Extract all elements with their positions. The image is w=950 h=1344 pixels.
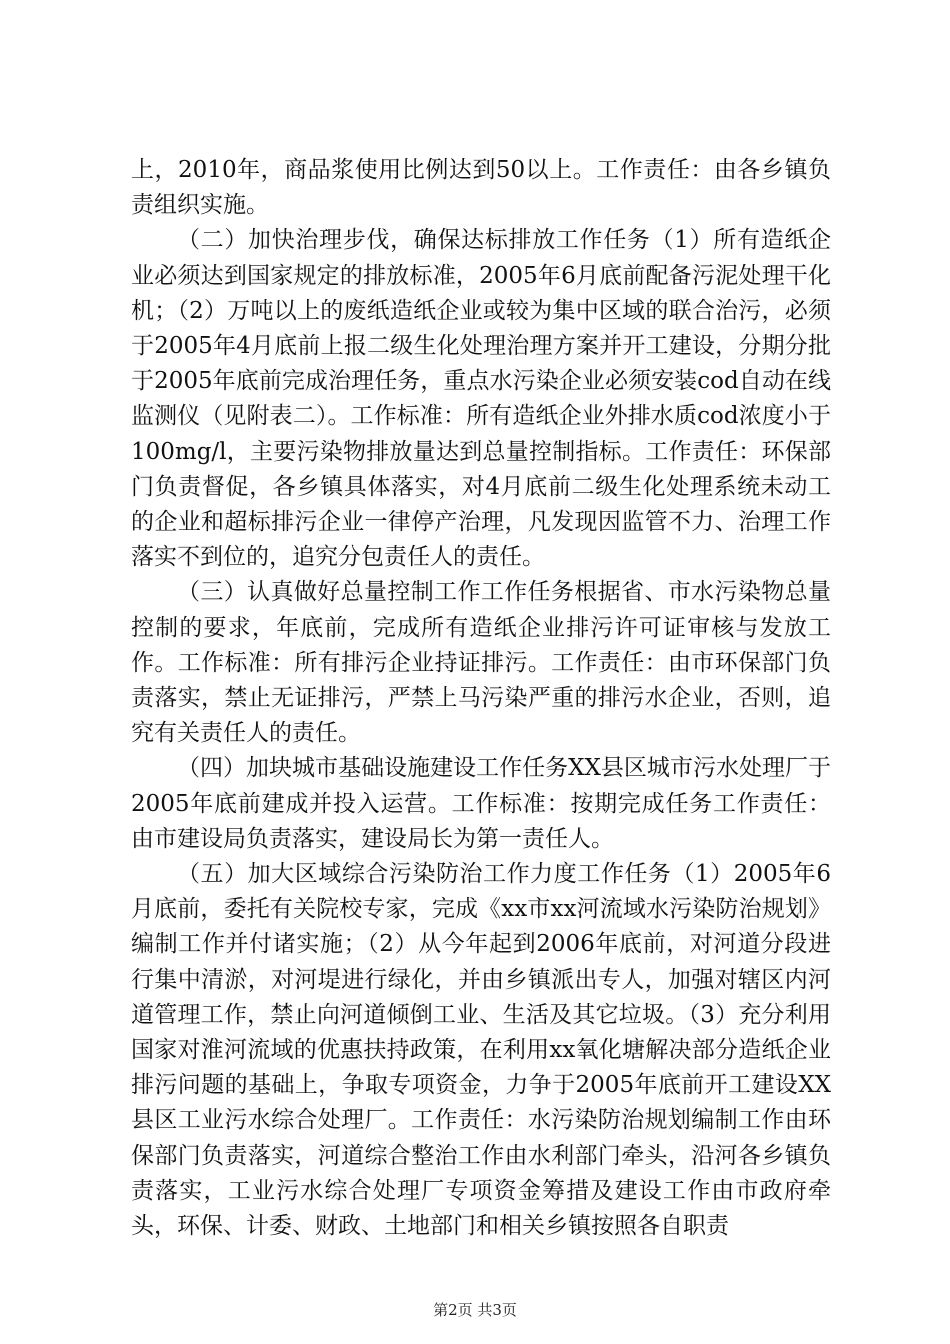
paragraph-section-2: （二）加快治理步伐，确保达标排放工作任务（1）所有造纸企业必须达到国家规定的排放标准，2005年6月底前配备污泥处理干化机；（2）万吨以上的废纸造纸企业或较为集中区域的联合治污，必须于2005年4月底前上报二级生化处理治理方案并开工建设，分期分批于2005年底前完成治理任务，重点水污染企业必须安装cod自动在线监测仪（见附表二）。工作标准：所有造纸企业外排水质cod浓度小于100mg/l，主要污染物排放量达到总量控制指标。工作责任：环保部门负责督促，各乡镇具体落实，对4月底前二级生化处理系统未动工的企业和超标排污企业一律停产治理，凡发现因监管不力、治理工作落实不到位的，追究分包责任人的责任。 [131,227,831,571]
paragraph-section-3: （三）认真做好总量控制工作工作任务根据省、市水污染物总量控制的要求，年底前，完成所有造纸企业排污许可证审核与发放工作。工作标准：所有排污企业持证排污。工作责任：由市环保部门负责落实，禁止无证排污，严禁上马污染严重的排污水企业，否则，追究有关责任人的责任。 [131,579,831,747]
paragraph-section-5: （五）加大区域综合污染防治工作力度工作任务（1）2005年6月底前，委托有关院校专家，完成《xx市xx河流域水污染防治规划》编制工作并付诸实施；（2）从今年起到2006年底前，对河道分段进行集中清淤，对河堤进行绿化，并由乡镇派出专人，加强对辖区内河道管理工作，禁止向河道倾倒工业、生活及其它垃圾。（3）充分利用国家对淮河流域的优惠扶持政策，在利用xx氧化塘解决部分造纸企业排污问题的基础上，争取专项资金，力争于2005年底前开工建设XX县区工业污水综合处理厂。工作责任：水污染防治规划编制工作由环保部门负责落实，河道综合整治工作由水利部门牵头，沿河各乡镇负责落实，工业污水综合处理厂专项资金筹措及建设工作由市政府牵头，环保、计委、财政、土地部门和相关乡镇按照各自职责 [131,861,831,1240]
paragraph-continuation: 上，2010年，商品浆使用比例达到50以上。工作责任：由各乡镇负责组织实施。 [131,157,831,219]
document-body [131,153,831,1244]
page-footer: 第2页 共3页 [433,1301,517,1319]
paragraph-section-4: （四）加块城市基础设施建设工作任务XX县区城市污水处理厂于2005年底前建成并投入运营。工作标准：按期完成任务工作责任：由市建设局负责落实，建设局长为第一责任人。 [131,755,831,852]
